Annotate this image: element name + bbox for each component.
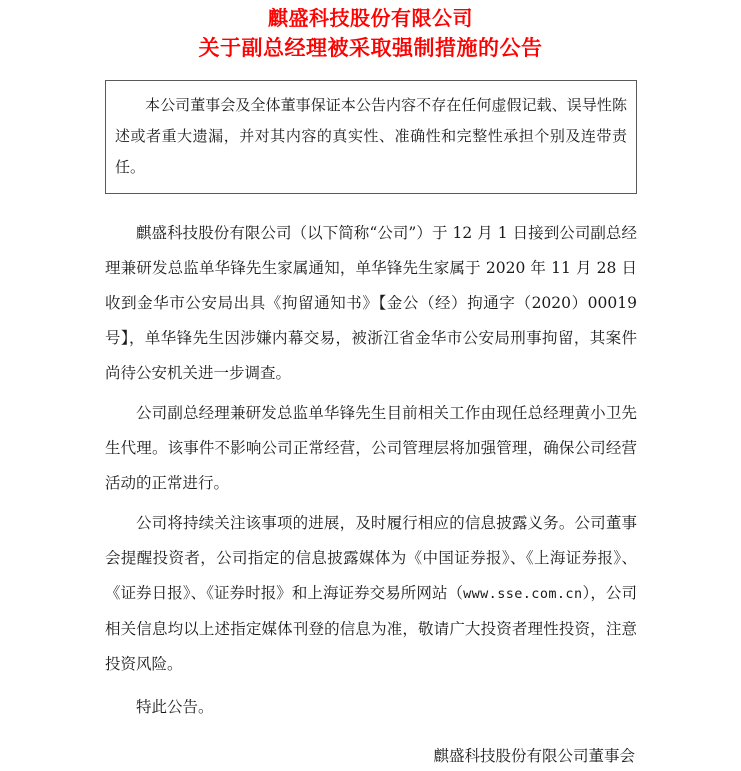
- title-line-company: 麒盛科技股份有限公司: [268, 6, 473, 30]
- paragraph-detention-notice: 麒盛科技股份有限公司（以下简称“公司”）于 12 月 1 日接到公司副总经理兼研发总监单华锋先生家属通知，单华锋先生家属于 2020 年 11 月 28 日收到金华市公安局出具《拘留通知书》【金公（经）拘通字（2020）00019 号】，单华锋先生因涉嫌内幕交易，被浙江省金华市公安局刑事拘留，其案件尚待公安机关进一步调查。: [105, 224, 637, 382]
- signature-board: 麒盛科技股份有限公司董事会: [433, 747, 635, 765]
- disclaimer-box: [105, 80, 637, 194]
- title-line-subject: 关于副总经理被采取强制措施的公告: [198, 35, 543, 60]
- disclaimer-section: [0, 80, 741, 194]
- paragraph-disclosure-media: [105, 506, 637, 682]
- closing-statement: 特此公告。: [136, 698, 214, 716]
- paragraph-operations-impact: 公司副总经理兼研发总监单华锋先生目前相关工作由现任总经理黄小卫先生代理。该事件不影响公司正常经营，公司管理层将加强管理，确保公司经营活动的正常进行。: [105, 404, 637, 492]
- announcement-body: [0, 216, 741, 771]
- page-title: [0, 0, 741, 62]
- disclaimer-text: 本公司董事会及全体董事保证本公告内容不存在任何虚假记载、误导性陈述或者重大遗漏，并对其内容的真实性、准确性和完整性承担个别及连带责任。: [115, 96, 627, 176]
- sse-website-url: www.sse.com.cn: [463, 586, 583, 602]
- disclosure-media-prefix: 公司将持续关注该事项的进展，及时履行相应的信息披露义务。公司董事会提醒投资者，公司指定的信息披露媒体为《中国证券报》、《上海证券报》、《证券日报》、《证券时报》和上海证券交易所网站（: [105, 514, 637, 602]
- disclosure-media-suffix: ），公司相关信息均以上述指定媒体刊登的信息为准，敬请广大投资者理性投资，注意投资风险。: [105, 584, 637, 673]
